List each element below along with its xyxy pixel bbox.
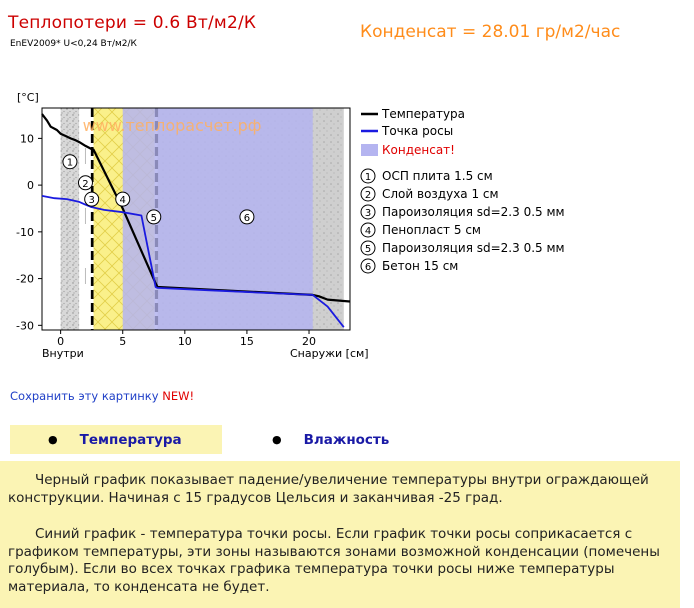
- layer-marker-number: 4: [119, 195, 126, 207]
- legend-layer-name: Пароизоляция sd=2.3 0.5 мм: [382, 241, 565, 255]
- y-tick-label: 0: [27, 179, 34, 193]
- condensate-title: Конденсат = 28.01 гр/м2/час: [360, 22, 621, 42]
- x-tick-label: 5: [119, 335, 127, 348]
- save-image-link[interactable]: Сохранить эту картинку: [10, 389, 159, 403]
- y-tick-label: 10: [20, 132, 34, 146]
- tab-humidity-label: Влажность: [303, 431, 390, 448]
- legend-layer-name: Пенопласт 5 см: [382, 223, 481, 237]
- wall-temperature-chart: [0, 85, 694, 375]
- tab-temperature[interactable]: [10, 425, 222, 454]
- description-item: • Черный график показывает падение/увеличение температуры внутри ограждающей конструкции. Начиная с 15 градусов Цельсия и заканчивая -25 град.: [8, 472, 672, 507]
- layer-marker-number: 3: [88, 195, 95, 207]
- legend-temperature-label: Температура: [382, 107, 466, 121]
- x-tick-label: 15: [239, 335, 254, 348]
- legend-layer-name: ОСП плита 1.5 см: [382, 169, 493, 183]
- legend-layer-number: 1: [364, 172, 372, 183]
- watermark-text: www.теплорасчет.рф: [82, 116, 262, 135]
- legend-dew-label: Точка росы: [382, 124, 454, 138]
- new-badge: NEW!: [162, 389, 195, 403]
- description-panel: [0, 461, 680, 608]
- legend-condensate-swatch: [361, 144, 378, 156]
- norm-subtitle: EnEV2009* U<0,24 Вт/м2/К: [10, 39, 137, 49]
- tab-temperature-label: Температура: [79, 431, 182, 448]
- x-label-outside: Снаружи [см]: [290, 347, 369, 360]
- x-tick-label: 10: [177, 335, 192, 348]
- layer-marker-number: 2: [82, 178, 89, 190]
- legend-layer-number: 2: [364, 190, 372, 201]
- legend-layer-number: 3: [364, 208, 372, 219]
- legend-layer-number: 6: [364, 262, 372, 273]
- y-tick-label: -20: [16, 272, 34, 286]
- x-tick-label: 20: [302, 335, 317, 348]
- legend-layer-name: Пароизоляция sd=2.3 0.5 мм: [382, 205, 565, 219]
- y-axis-label: [°C]: [17, 91, 39, 104]
- y-tick-label: -30: [16, 319, 34, 333]
- layer-marker-number: 6: [243, 212, 251, 224]
- x-label-inside: Внутри: [42, 347, 84, 360]
- layer-marker-number: 1: [66, 157, 74, 169]
- legend-condensate-label: Конденсат!: [382, 143, 455, 157]
- tab-bullet: ●: [48, 433, 58, 446]
- y-tick-label: -10: [16, 225, 34, 239]
- x-tick-label: 0: [57, 335, 65, 348]
- heat-loss-title: Теплопотери = 0.6 Вт/м2/К: [8, 13, 257, 33]
- tab-humidity[interactable]: [266, 425, 446, 454]
- legend-layer-number: 4: [364, 226, 372, 237]
- description-item: • Синий график - температура точки росы. Если график точки росы соприкасается с графиком температуры, эти зоны называются зонами возможной конденсации (помечены голубым). Если во всех точках графика температура точки росы ниже температуры материала, то конденсата не будет.: [8, 526, 672, 596]
- layer-marker-number: 5: [150, 212, 157, 224]
- legend-layer-name: Слой воздуха 1 см: [382, 187, 499, 201]
- tab-bullet: ●: [272, 433, 282, 446]
- legend-layer-name: Бетон 15 см: [382, 259, 459, 273]
- save-row: [10, 389, 194, 403]
- legend-layer-number: 5: [364, 244, 372, 255]
